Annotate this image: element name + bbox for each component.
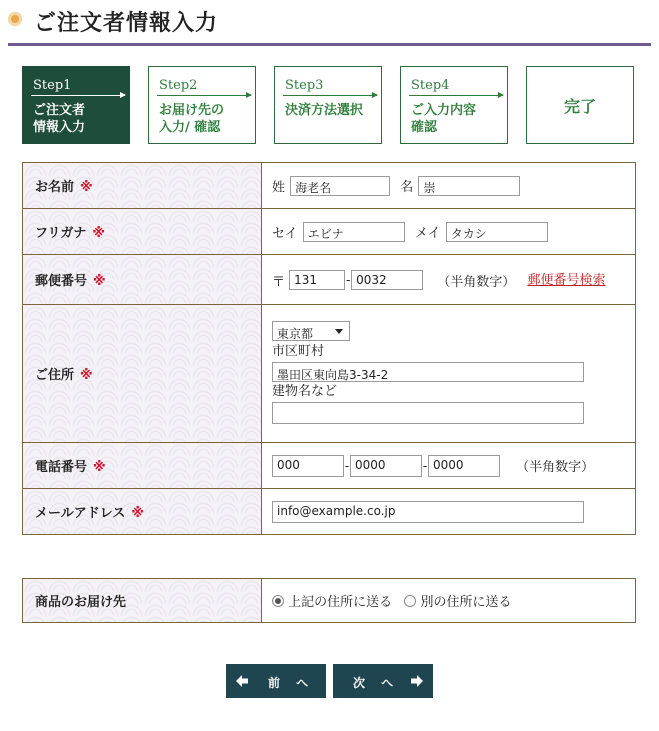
postal-mark: 〒	[272, 274, 286, 290]
step-label: ご注文者 情報入力	[33, 103, 86, 135]
step-arrow-icon	[157, 95, 251, 96]
step-number: Step2	[159, 78, 198, 93]
next-button-label: 次 へ	[353, 676, 400, 690]
row-phone	[23, 443, 636, 489]
page-header	[0, 0, 659, 48]
postal-code-part2-input[interactable]: 0032	[351, 270, 423, 290]
city-label: 市区町村	[272, 343, 325, 359]
postal-label-cell	[23, 255, 262, 305]
row-email	[23, 489, 636, 535]
step-3	[274, 66, 382, 144]
step-1	[22, 66, 130, 144]
step-arrow-icon	[283, 95, 377, 96]
step-2	[148, 66, 256, 144]
chevron-down-icon	[335, 329, 343, 334]
last-name-input[interactable]: 海老名	[290, 176, 390, 196]
step-4	[400, 66, 508, 144]
row-address	[23, 305, 636, 443]
radio-same-address[interactable]	[272, 595, 284, 607]
postal-note: （半角数字）	[437, 274, 516, 290]
radio-same-address-label[interactable]: 上記の住所に送る	[288, 595, 393, 610]
phone-label-cell	[23, 443, 262, 489]
step-progress	[22, 66, 636, 146]
required-mark: ※	[80, 180, 93, 195]
delivery-label: 商品のお届け先	[35, 595, 127, 610]
title-bullet-icon	[8, 12, 22, 26]
address-label-cell	[23, 305, 262, 443]
row-postal	[23, 255, 636, 305]
row-name	[23, 163, 636, 209]
name-label: お名前	[35, 180, 75, 195]
required-mark: ※	[93, 274, 106, 289]
step-number: Step4	[411, 78, 450, 93]
email-value-cell	[262, 489, 636, 535]
email-label: メールアドレス	[35, 506, 126, 521]
page-title: ご注文者情報入力	[34, 11, 219, 36]
address-label: ご住所	[35, 368, 75, 383]
row-delivery	[23, 579, 636, 623]
step-number: Step1	[33, 78, 72, 93]
building-label: 建物名など	[272, 384, 338, 399]
prev-button-label: 前 へ	[268, 676, 315, 690]
next-button[interactable]	[333, 664, 433, 698]
phone-label: 電話番号	[35, 460, 88, 475]
hyphen: -	[345, 273, 351, 288]
arrow-left-icon	[236, 675, 248, 687]
name-label-cell	[23, 163, 262, 209]
kana-label-cell	[23, 209, 262, 255]
step-label: 決済方法選択	[285, 103, 364, 118]
postal-search-link[interactable]: 郵便番号検索	[527, 272, 606, 288]
required-mark: ※	[92, 226, 105, 241]
kana-last-input[interactable]: エビナ	[303, 222, 405, 242]
phone-value-cell	[262, 443, 636, 489]
first-name-prefix: 名	[400, 180, 414, 195]
delivery-value-cell	[262, 579, 636, 623]
required-mark: ※	[80, 368, 93, 383]
name-value-cell	[262, 163, 636, 209]
step-label: ご入力内容 確認	[411, 103, 477, 135]
kana-first-input[interactable]: タカシ	[446, 222, 548, 242]
delivery-form	[22, 578, 636, 623]
kana-last-prefix: セイ	[272, 226, 298, 241]
step-complete-label: 完了	[563, 97, 596, 116]
postal-code-part1-input[interactable]: 131	[289, 270, 345, 290]
prefecture-select[interactable]	[272, 321, 350, 341]
hyphen: -	[422, 458, 428, 473]
hyphen: -	[344, 458, 350, 473]
building-input[interactable]	[272, 402, 584, 424]
step-number: Step3	[285, 78, 324, 93]
postal-value-cell	[262, 255, 636, 305]
city-input[interactable]: 墨田区東向島3-34-2	[272, 362, 584, 382]
required-mark: ※	[93, 460, 106, 475]
postal-label: 郵便番号	[35, 274, 88, 289]
prefecture-value: 東京都	[277, 327, 314, 341]
radio-other-address-label[interactable]: 別の住所に送る	[420, 595, 512, 610]
required-mark: ※	[131, 506, 144, 521]
radio-other-address[interactable]	[404, 595, 416, 607]
first-name-input[interactable]: 崇	[418, 176, 520, 196]
title-divider	[8, 43, 651, 46]
phone-part3-input[interactable]: 0000	[428, 455, 500, 477]
last-name-prefix: 姓	[272, 180, 286, 195]
email-label-cell	[23, 489, 262, 535]
step-complete	[526, 66, 634, 144]
email-input[interactable]: info@example.co.jp	[272, 501, 584, 523]
kana-label: フリガナ	[35, 226, 87, 241]
step-arrow-icon	[409, 95, 503, 96]
address-value-cell	[262, 305, 636, 443]
kana-value-cell	[262, 209, 636, 255]
step-label: お届け先の 入力/ 確認	[159, 103, 225, 135]
prev-button[interactable]	[226, 664, 326, 698]
orderer-form	[22, 162, 636, 535]
row-kana	[23, 209, 636, 255]
delivery-label-cell	[23, 579, 262, 623]
step-arrow-icon	[31, 95, 125, 96]
phone-note: （半角数字）	[516, 460, 595, 475]
phone-part2-input[interactable]: 0000	[350, 455, 422, 477]
arrow-right-icon	[411, 675, 423, 687]
kana-first-prefix: メイ	[414, 226, 441, 241]
phone-part1-input[interactable]: 000	[272, 455, 344, 477]
